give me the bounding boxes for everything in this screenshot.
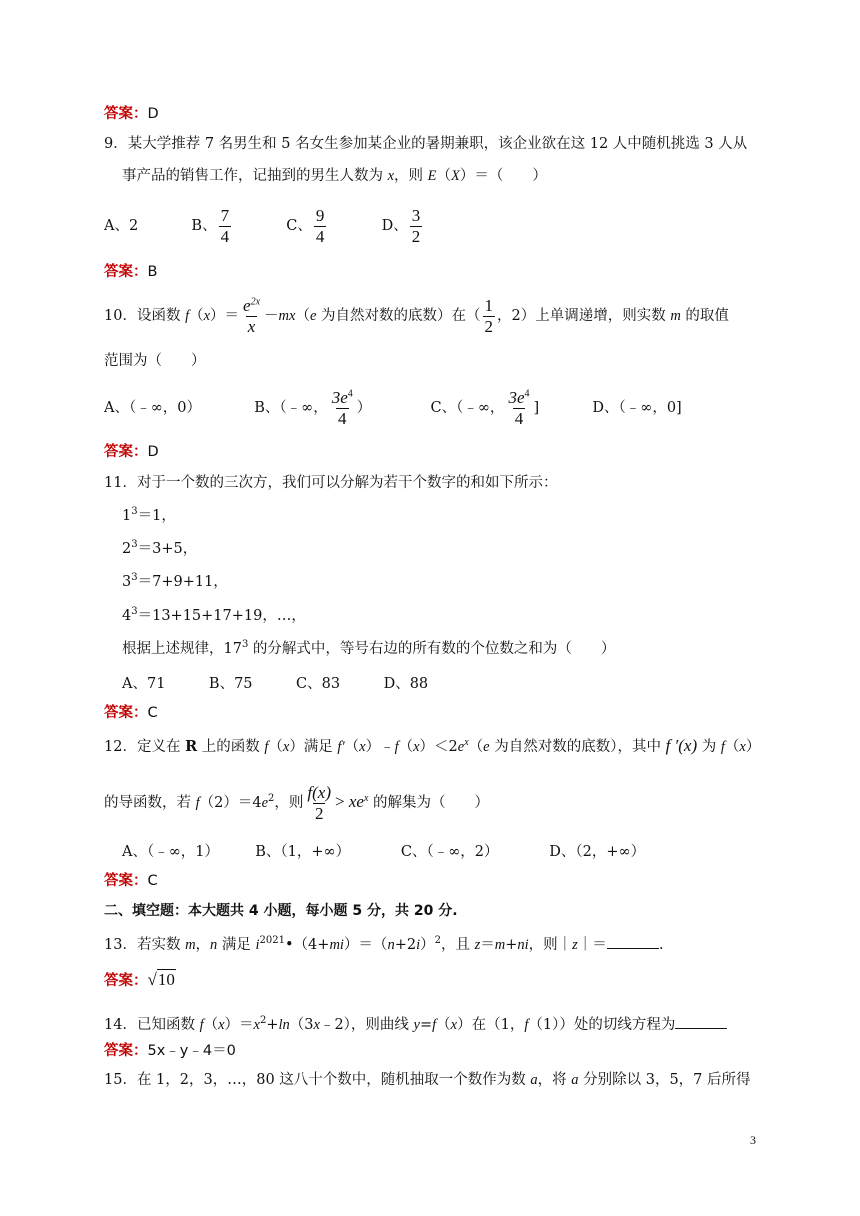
section-heading: 二、填空题：本大题共 4 小题，每小题 5 分，共 20 分.	[104, 903, 458, 919]
square-root: √10	[147, 970, 175, 989]
fraction: $\frac{f(x)}{2}$	[307, 782, 331, 823]
cube-row-1: $1^3=1$，	[122, 506, 176, 524]
question-10-line-1: 10．设函数 f（x）＝ $\frac{e^{2x}}{x}$ －mx（e 为自然对数的底数）在（ $\frac{1}{2}$ ，2）上单调递增，则实数 m 的取值	[104, 295, 729, 336]
fraction: $\frac{9}{4}$	[315, 205, 325, 246]
answer-label: 答案：	[104, 106, 148, 122]
page-number: 3	[750, 1133, 756, 1147]
option-d: D、（﹣∞，0]	[592, 400, 682, 416]
question-13: 13．若实数 m，n 满足 $i^{2021}•(4+mi)=(n+2i)^2$，且 z＝m+ni，则｜z｜＝ .	[104, 935, 664, 953]
fraction: $\frac{1}{2}$	[484, 295, 493, 336]
option-b: B、（﹣∞， $\frac{3e^4}{4}$ ）	[254, 387, 372, 428]
question-11-options: A、71 B、75 C、83 D、88	[122, 676, 429, 692]
answer-line-14: 答案：5x﹣y﹣4＝0	[104, 1043, 236, 1059]
question-10-line-2: 范围为（ ）	[104, 353, 206, 369]
answer-line-9: 答案：B	[104, 264, 158, 280]
option-b: B、 $\frac{7}{4}$	[191, 205, 230, 246]
option-c: C、（﹣∞， $\frac{3e^4}{4}$ ]	[430, 387, 540, 428]
fraction: $\frac{7}{4}$	[220, 205, 230, 246]
answer-blank	[675, 1014, 727, 1029]
cube-row-3: $3^3=7+9+11$，	[122, 572, 228, 590]
fraction: $\frac{e^{2x}}{x}$	[243, 295, 261, 336]
option-c: C、 $\frac{9}{4}$	[286, 205, 325, 246]
question-9-line-2: 事产品的销售工作，记抽到的男生人数为 x，则 E（X）＝（ ）	[122, 168, 547, 184]
question-12-line-2: 的导函数，若 $f(2)=4e^2$，则 $\frac{f(x)}{2}$ > $xe^x$ 的解集为（ ）	[104, 782, 489, 823]
fraction: $\frac{3e^4}{4}$	[508, 387, 530, 428]
option-a: A、2	[104, 218, 139, 234]
question-14: 14．已知函数 $f(x)=x^2+\ln(3x﹣2)$，则曲线 y=f（x）在（1，f（1））处的切线方程为	[104, 1014, 727, 1035]
fraction: $\frac{3}{2}$	[411, 205, 421, 246]
fraction: $\frac{3e^4}{4}$	[331, 387, 353, 428]
option-d: D、 $\frac{3}{2}$	[381, 205, 421, 246]
answer-line-11: 答案：C	[104, 705, 158, 721]
question-9-options	[104, 204, 424, 248]
option-a: A、（﹣∞，0）	[104, 400, 202, 416]
question-10-options	[104, 386, 682, 430]
cube-row-4: $4^3=13+15+17+19$，…，	[122, 606, 306, 624]
question-11-line-6: 根据上述规律，$17^3$ 的分解式中，等号右边的所有数的个位数之和为（ ）	[122, 639, 616, 657]
answer-line-8	[104, 104, 159, 124]
question-9-line-1: 9．某大学推荐 7 名男生和 5 名女生参加某企业的暑期兼职，该企业欲在这 12 人中随机挑选 3 人从	[104, 136, 748, 152]
answer-line-10: 答案：D	[104, 444, 159, 460]
question-15-line-1: 15．在 1，2，3，…，80 这八十个数中，随机抽取一个数作为数 a，将 a 分别除以 3，5，7 后所得	[104, 1072, 751, 1088]
question-12-options: A、（﹣∞，1） B、（1，+∞） C、（﹣∞，2） D、（2，+∞）	[122, 844, 646, 860]
answer-line-12: 答案：C	[104, 873, 158, 889]
question-11-line-1: 11．对于一个数的三次方，我们可以分解为若干个数字的和如下所示：	[104, 475, 558, 491]
answer-blank	[607, 934, 659, 949]
answer-line-13: 答案：√10	[104, 970, 175, 989]
answer-value: D	[147, 106, 159, 122]
cube-row-2: $2^3=3+5$，	[122, 539, 198, 557]
question-12-line-1: 12．定义在 R 上的函数 f（x）满足 $f'(x)﹣f(x)<2e^x(e$ 为自然对数的底数），其中 f ′(x) 为 f（x）	[104, 736, 761, 755]
